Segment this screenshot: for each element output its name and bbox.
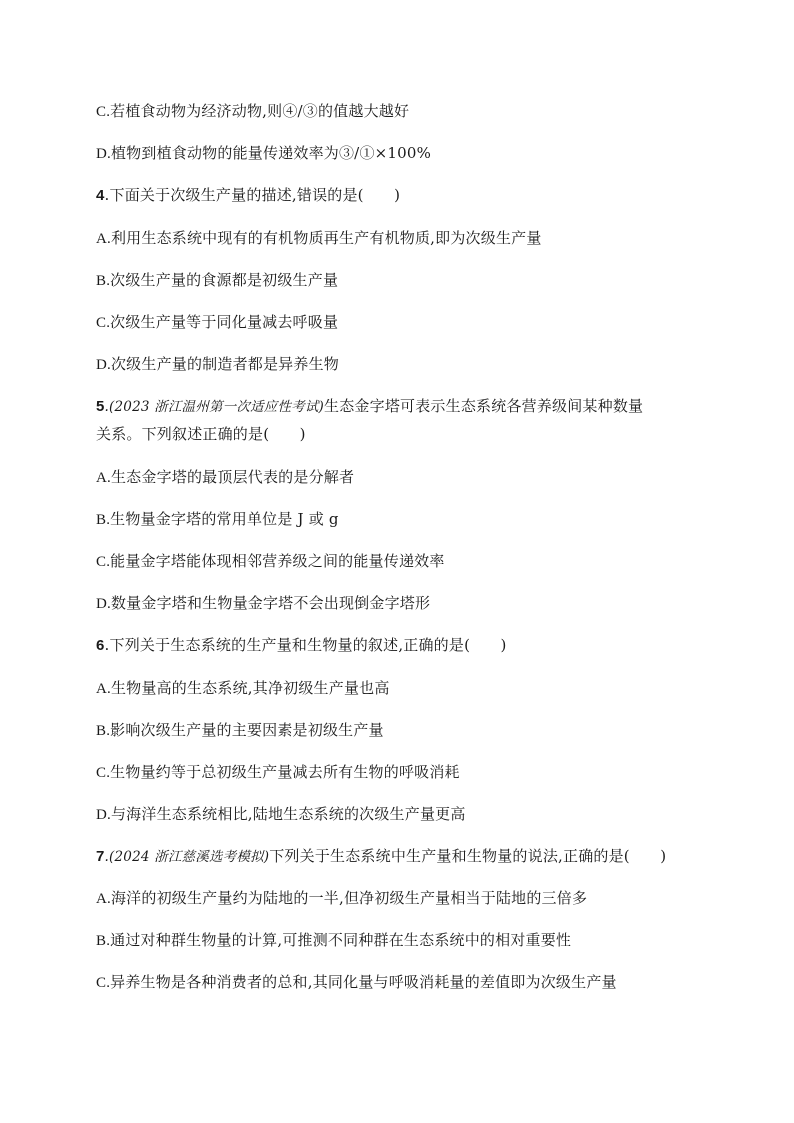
option-text: 生物量金字塔的常用单位是 J 或 g xyxy=(110,510,339,528)
q6-option-c xyxy=(96,762,460,783)
option-text: 海洋的初级生产量约为陆地的一半,但净初级生产量相当于陆地的三倍多 xyxy=(110,889,588,907)
option-letter: A. xyxy=(96,891,111,907)
question-stem: .下面关于次级生产量的描述,错误的是( ) xyxy=(104,186,401,204)
option-letter: B. xyxy=(96,723,111,739)
q5-option-c xyxy=(96,551,445,572)
q6-stem xyxy=(96,635,507,656)
option-text: 异养生物是各种消费者的总和,其同化量与呼吸消耗量的差值即为次级生产量 xyxy=(110,973,617,991)
question-number: 4 xyxy=(96,187,105,204)
option-letter: A. xyxy=(96,681,111,697)
option-text: 次级生产量的制造者都是异养生物 xyxy=(110,355,339,373)
q4-option-d xyxy=(96,354,339,375)
q5-option-b xyxy=(96,509,339,530)
option-letter: D. xyxy=(96,357,111,373)
option-letter: B. xyxy=(96,933,111,949)
option-letter: C. xyxy=(96,765,111,781)
question-source: .(2023 浙江温州第一次适应性考试) xyxy=(104,399,325,415)
option-text: 影响次级生产量的主要因素是初级生产量 xyxy=(110,721,384,739)
question-stem: 生态金字塔可表示生态系统各营养级间某种数量 xyxy=(324,397,644,415)
q4-stem xyxy=(96,185,400,206)
q4-option-b xyxy=(96,270,338,291)
q5-stem-line2 xyxy=(96,424,306,444)
q5-option-a xyxy=(96,467,354,488)
option-text: 与海洋生态系统相比,陆地生态系统的次级生产量更高 xyxy=(110,805,466,823)
q6-option-b xyxy=(96,720,384,741)
q4-option-a xyxy=(96,228,542,249)
option-letter: B. xyxy=(96,273,111,289)
option-text: 若植食动物为经济动物,则④/③的值越大越好 xyxy=(110,102,410,120)
option-text: 通过对种群生物量的计算,可推测不同种群在生态系统中的相对重要性 xyxy=(110,931,572,949)
q3-option-c xyxy=(96,101,409,122)
option-letter: C. xyxy=(96,104,111,120)
option-letter: C. xyxy=(96,315,111,331)
option-letter: C. xyxy=(96,975,111,991)
option-letter: A. xyxy=(96,231,111,247)
option-text: 利用生态系统中现有的有机物质再生产有机物质,即为次级生产量 xyxy=(110,229,542,247)
option-letter: D. xyxy=(96,146,111,162)
q7-stem xyxy=(96,846,666,867)
q5-stem-line1 xyxy=(96,396,643,417)
option-letter: C. xyxy=(96,554,111,570)
option-text: 生物量约等于总初级生产量减去所有生物的呼吸消耗 xyxy=(110,763,460,781)
question-stem: .下列关于生态系统的生产量和生物量的叙述,正确的是( ) xyxy=(104,636,507,654)
question-number: 7 xyxy=(96,848,105,865)
question-stem-continued: 关系。下列叙述正确的是( ) xyxy=(96,425,306,443)
option-text: 次级生产量等于同化量减去呼吸量 xyxy=(110,313,339,331)
option-text: 生态金字塔的最顶层代表的是分解者 xyxy=(110,468,355,486)
question-stem: 下列关于生态系统中生产量和生物量的说法,正确的是( ) xyxy=(269,847,667,865)
option-text: 能量金字塔能体现相邻营养级之间的能量传递效率 xyxy=(110,552,445,570)
q6-option-a xyxy=(96,678,390,699)
q7-option-c xyxy=(96,972,617,993)
q6-option-d xyxy=(96,804,466,825)
q5-option-d xyxy=(96,593,430,614)
q7-option-a xyxy=(96,888,587,909)
q7-option-b xyxy=(96,930,571,951)
question-source: .(2024 浙江慈溪选考模拟) xyxy=(104,849,270,865)
option-text: 数量金字塔和生物量金字塔不会出现倒金字塔形 xyxy=(110,594,431,612)
option-text: 生物量高的生态系统,其净初级生产量也高 xyxy=(110,679,390,697)
option-text: 植物到植食动物的能量传递效率为③/①×100% xyxy=(110,144,432,162)
option-letter: D. xyxy=(96,596,111,612)
q4-option-c xyxy=(96,312,338,333)
question-number: 6 xyxy=(96,637,105,654)
option-letter: D. xyxy=(96,807,111,823)
option-letter: B. xyxy=(96,512,111,528)
option-text: 次级生产量的食源都是初级生产量 xyxy=(110,271,339,289)
option-letter: A. xyxy=(96,470,111,486)
q3-option-d xyxy=(96,143,431,164)
question-number: 5 xyxy=(96,398,105,415)
